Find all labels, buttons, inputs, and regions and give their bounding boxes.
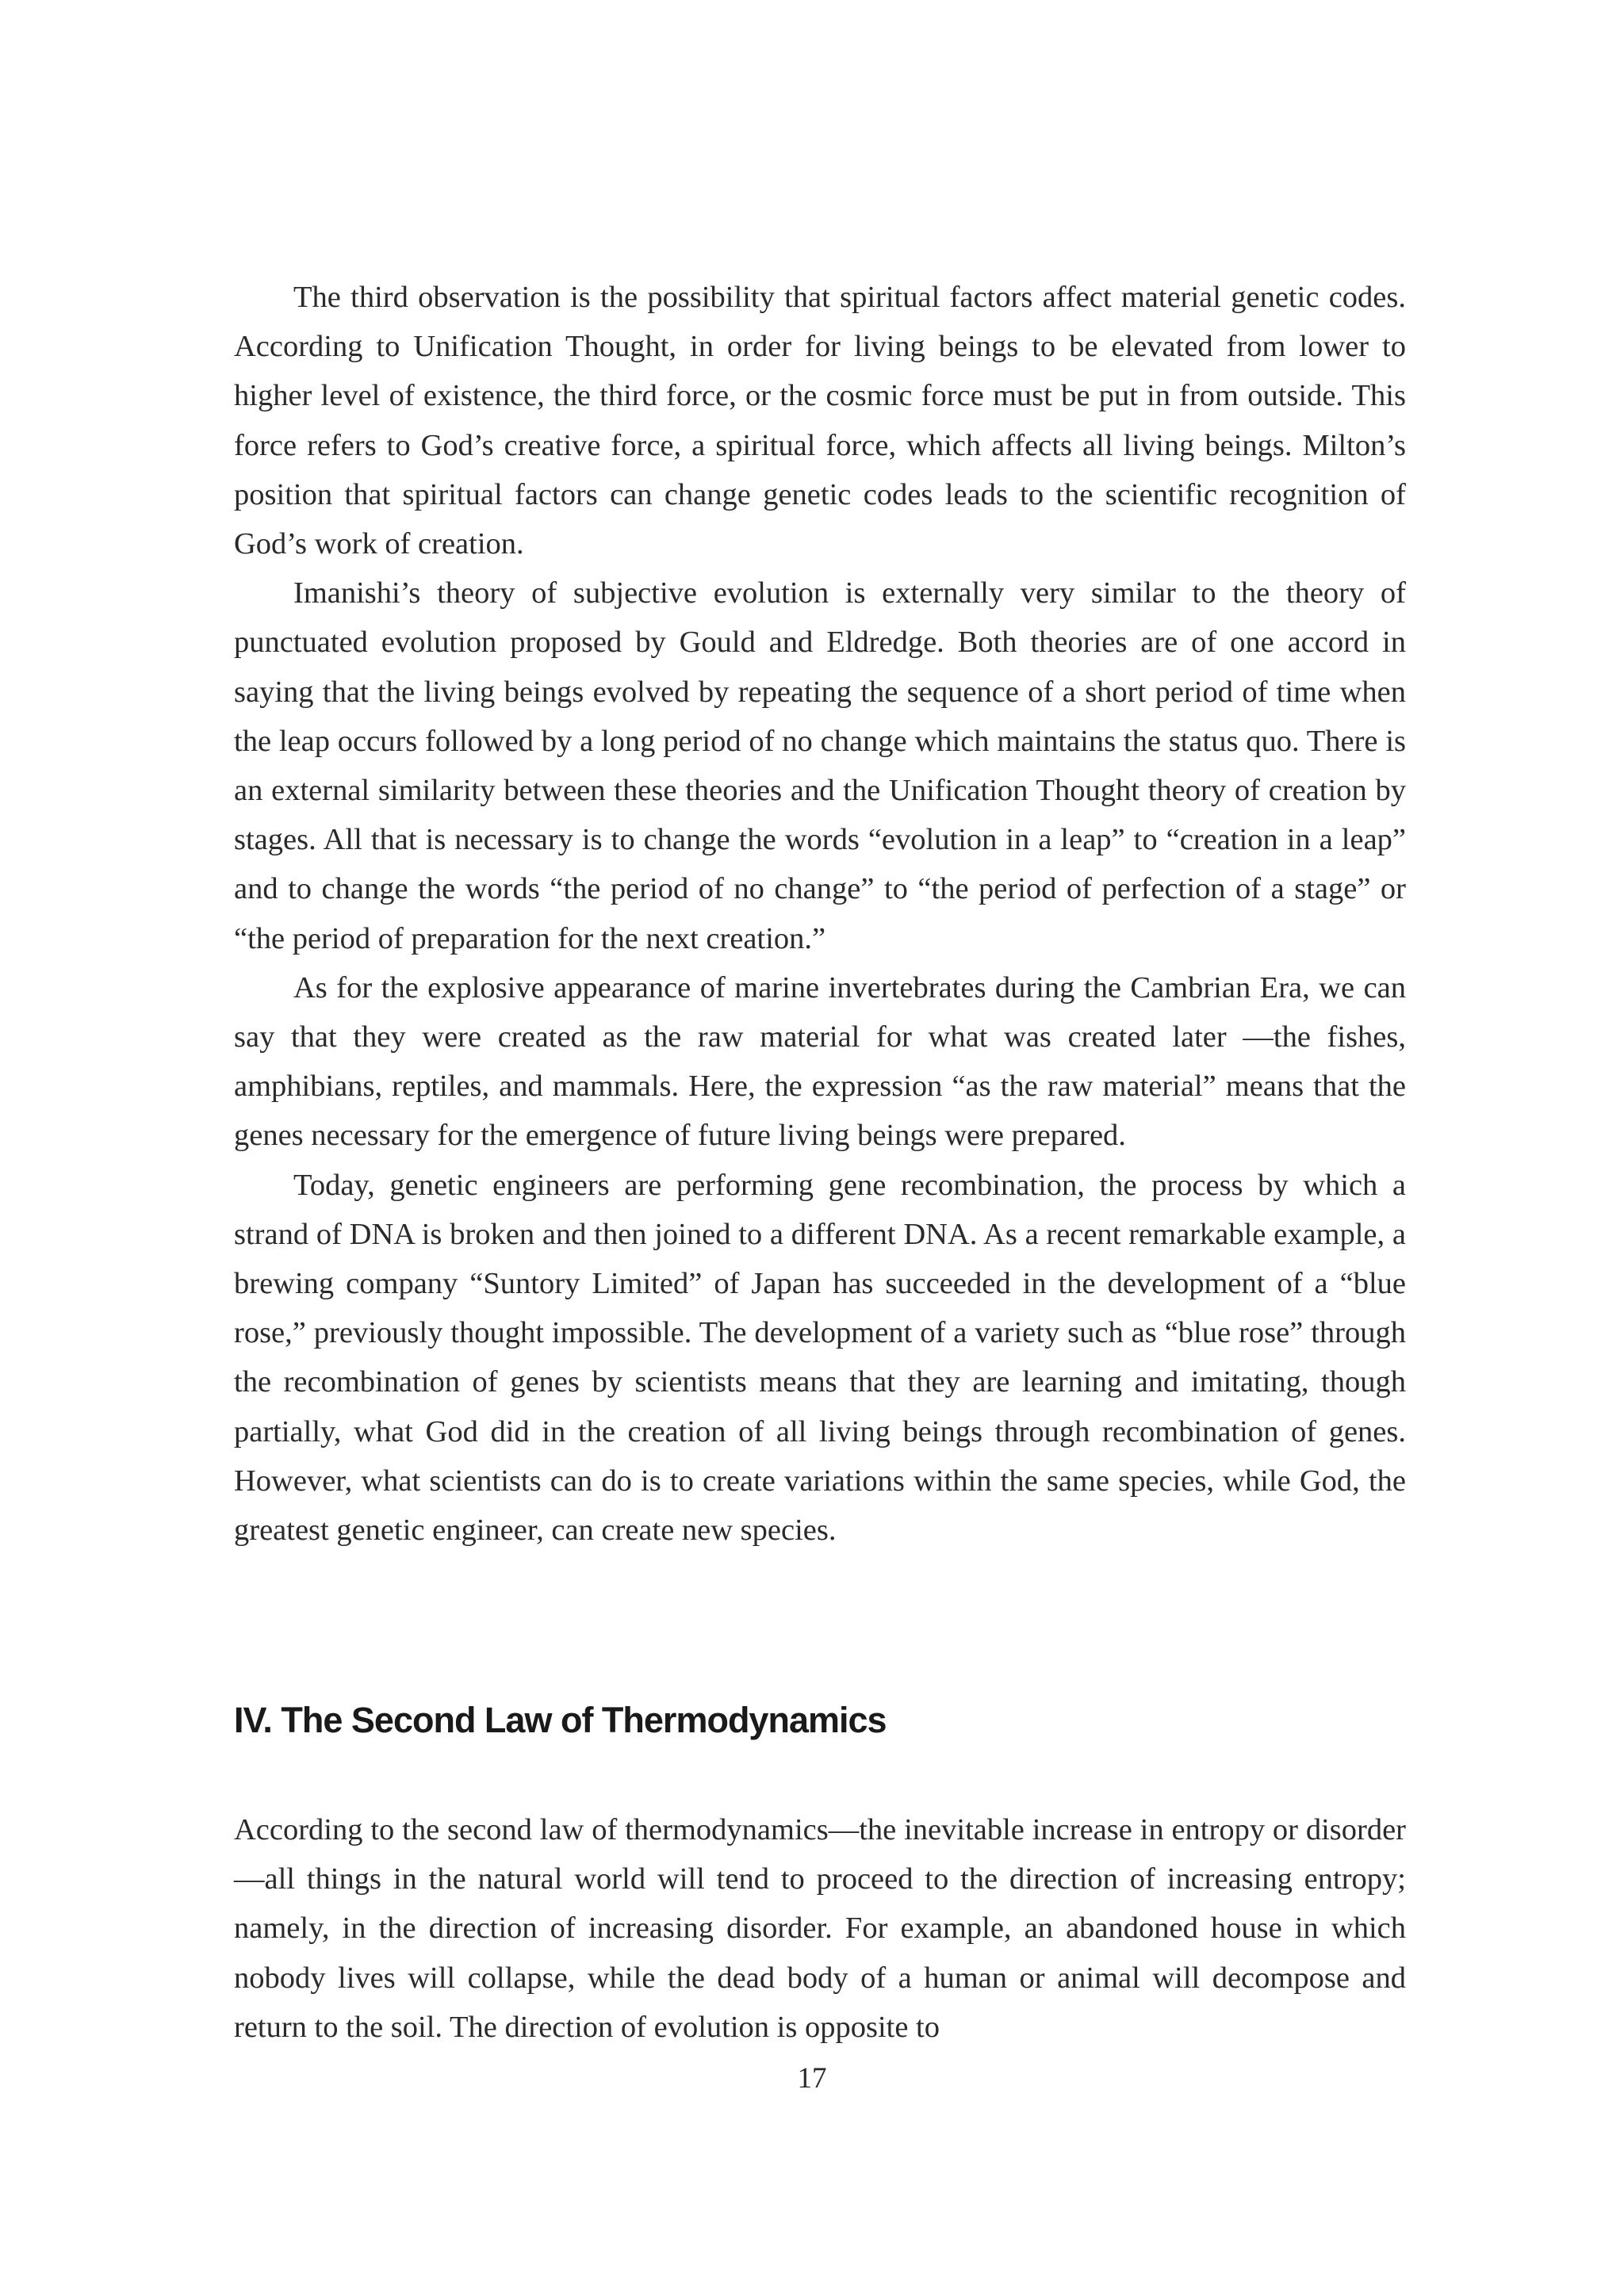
body-text-block bbox=[234, 273, 1406, 1555]
page-number: 17 bbox=[797, 2062, 827, 2095]
paragraph-subjective-evolution: Imanishi’s theory of subjective evolution is externally very similar to the theory of punctuated evolution proposed by Gould and Eldredge. Both theories are of one accord in saying that the living beings evolved by repeating the sequence of a short period of time when the leap occurs followed by a long period of no change which maintains the status quo. There is an external similarity between these theories and the Unification Thought theory of creation by stages. All that is necessary is to change the words “evolution in a leap” to “creation in a leap” and to change the words “the period of no change” to “the period of perfection of a stage” or “the period of preparation for the next creation.” bbox=[234, 576, 1406, 955]
section-heading: IV. The Second Law of Thermodynamics bbox=[234, 1700, 887, 1740]
paragraph-genetic-engineering: Today, genetic engineers are performing gene recombination, the process by which a strand of DNA is broken and then joined to a different DNA. As a recent remarkable example, a brewing company “Suntory Limited” of Japan has succeeded in the development of a “blue rose,” previously thought impossible. The development of a variety such as “blue rose” through the recombination of genes by scientists means that they are learning and imitating, though partially, what God did in the creation of all living beings through recombination of genes. However, what scientists can do is to create variations within the same species, while God, the greatest genetic engineer, can create new species. bbox=[234, 1168, 1406, 1548]
paragraph-spiritual-factors: The third observation is the possibility that spiritual factors affect material genetic codes. According to Unification Thought, in order for living beings to be elevated from lower to higher level of existence, the third force, or the cosmic force must be put in from outside. This force refers to God’s creative force, a spiritual force, which affects all living beings. Milton’s position that spiritual factors can change genetic codes leads to the scientific recognition of God’s work of creation. bbox=[234, 281, 1406, 561]
section-body-text bbox=[234, 1805, 1406, 2052]
paragraph-cambrian-era: As for the explosive appearance of marine invertebrates during the Cambrian Era, we can say that they were created as the raw material for what was created later —the fishes, amphibians, reptiles, and mammals. Here, the expression “as the raw material” means that the genes necessary for the emergence of future living beings were prepared. bbox=[234, 970, 1406, 1153]
paragraph-second-law: According to the second law of thermodynamics—the inevitable increase in entropy or disorder—all things in the natural world will tend to proceed to the direction of increasing entropy; namely, in the direction of increasing disorder. For example, an abandoned house in which nobody lives will collapse, while the dead body of a human or animal will decompose and return to the soil. The direction of evolution is opposite to bbox=[234, 1813, 1406, 2044]
